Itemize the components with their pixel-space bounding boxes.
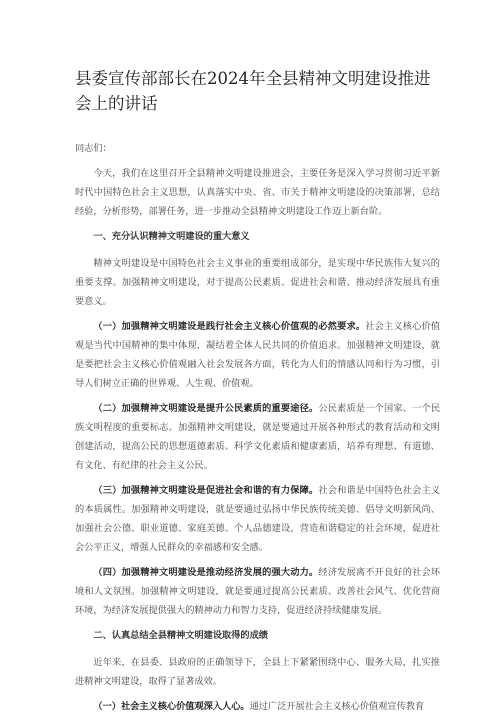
point-text: 社会和谐是中国特色社会主义的本质属性。加强精神文明建设，就是要通过弘扬中华民族传统美德、倡导文明新风尚、加强社会公德、职业道德、家庭美德、个人品德建设，营造和谐稳定的社会环境，促进社会公平正义，增强人民群众的幸福感和安全感。	[75, 485, 441, 553]
section-heading-1: 一、充分认识精神文明建设的重大意义	[93, 231, 250, 242]
point-lead: （一）社会主义核心价值观深入人心。	[93, 701, 250, 712]
section-2-paragraph: 近年来，在县委、县政府的正确领导下，全县上下紧紧围绕中心、服务大局，扎实推进精神文明建设，取得了显著成效。	[75, 657, 440, 687]
section-1-paragraph: 精神文明建设是中国特色社会主义事业的重要组成部分，是实现中华民族伟大复兴的重要支撑。加强精神文明建设，对于提高公民素质、促进社会和谐、推动经济发展具有重要意义。	[75, 258, 440, 307]
point-text: 通过广泛开展社会主义核心价值观宣传教育	[249, 701, 425, 712]
point-lead: （二）加强精神文明建设是提升公民素质的重要途径。	[93, 403, 319, 414]
salutation: 同志们：	[75, 143, 112, 154]
section-1-point-2	[75, 399, 440, 475]
intro-paragraph: 今天，我们在这里召开全县精神文明建设推进会，主要任务是深入学习贯彻习近平新时代中国特色社会主义思想，认真落实中央、省、市关于精神文明建设的决策部署，总结经验，分析形势，部署任务，进一步推动全县精神文明建设工作迈上新台阶。	[75, 168, 440, 217]
point-lead: （四）加强精神文明建设是推动经济发展的强大动力。	[93, 567, 319, 578]
section-1-point-3	[75, 481, 440, 557]
point-lead: （三）加强精神文明建设是促进社会和谐的有力保障。	[93, 485, 319, 496]
document-title: 县委宣传部部长在2024年全县精神文明建设推进会上的讲话	[75, 69, 431, 113]
point-text: 社会主义核心价值观是当代中国精神的集中体现，凝结着全体人民共同的价值追求。加强精神文明建设，就是要把社会主义核心价值观融入社会发展各方面，转化为人们的情感认同和行为习惯，引导人们树立正确的世界观、人生观、价值观。	[75, 321, 441, 389]
point-lead: （一）加强精神文明建设是践行社会主义核心价值观的必然要求。	[93, 321, 366, 332]
section-1-point-1	[75, 317, 440, 393]
section-heading-2: 二、认真总结全县精神文明建设取得的成绩	[93, 630, 268, 641]
point-text: 经济发展离不开良好的社会环境和人文氛围。加强精神文明建设，就是要通过提高公民素质、改善社会风气、优化营商环境，为经济发展提供强大的精神动力和智力支持，促进经济持续健康发展。	[75, 567, 441, 616]
point-text: 公民素质是一个国家、一个民族文明程度的重要标志。加强精神文明建设，就是要通过开展各种形式的教育活动和文明创建活动，提高公民的思想道德素质、科学文化素质和健康素质，培养有理想、有道德、有文化、有纪律的社会主义公民。	[75, 403, 441, 471]
section-1-point-4	[75, 563, 440, 620]
